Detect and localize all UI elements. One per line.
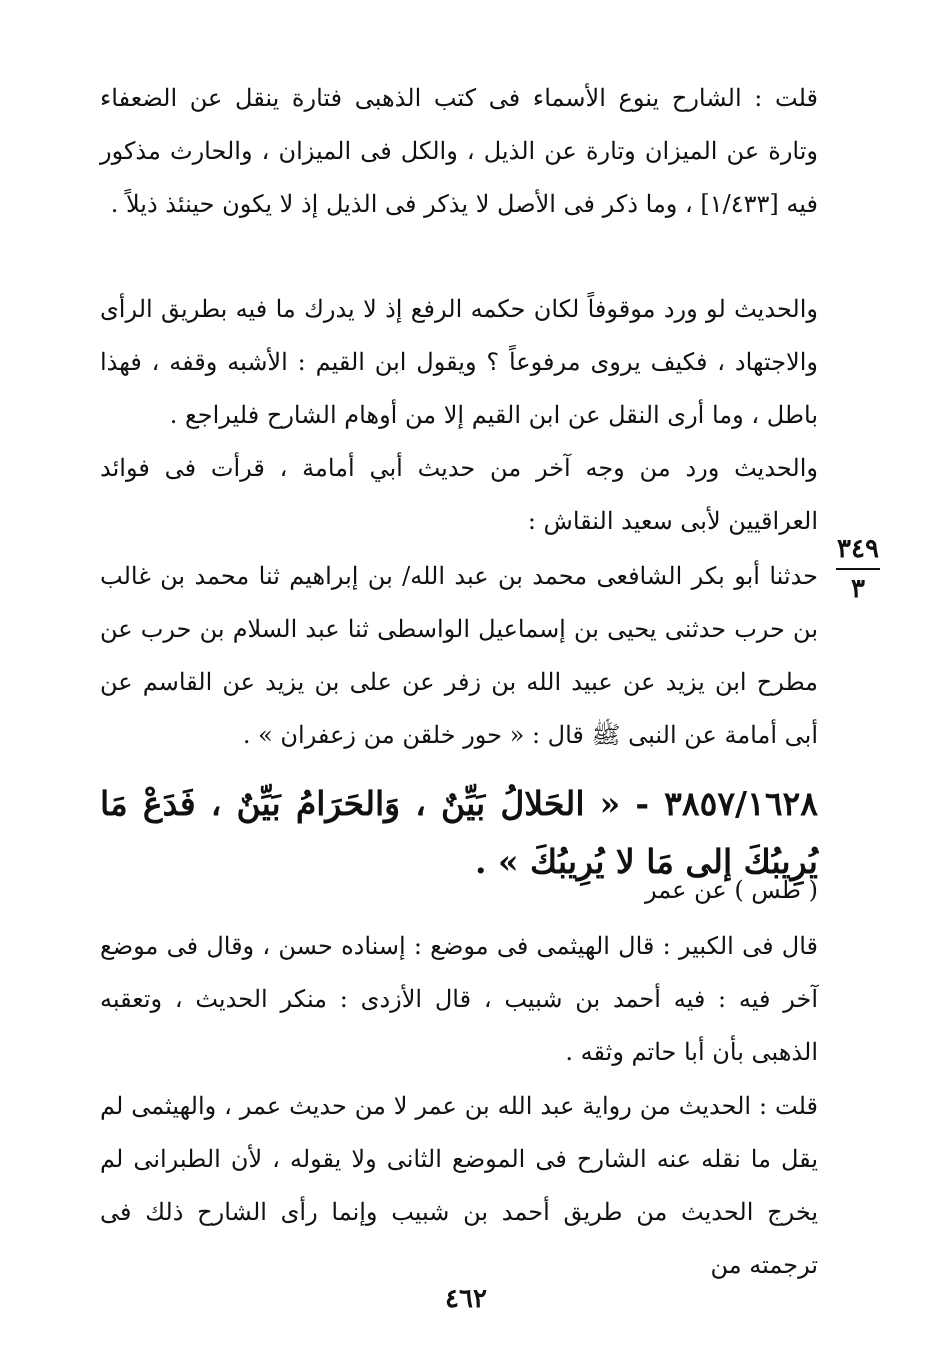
margin-reference-divider xyxy=(836,568,880,570)
hadith-text: ٣٨٥٧/١٦٢٨ - « الحَلالُ بَيِّنٌ ، وَالحَرَامُ بَيِّنٌ ، فَدَعْ مَا يُرِيبُكَ إلى مَا لا يُرِيبُكَ » . xyxy=(100,784,818,881)
paragraph-commentary-1: قلت : الشارح ينوع الأسماء فى كتب الذهبى فتارة ينقل عن الضعفاء وتارة عن الميزان وتارة عن الذيل ، والكل فى الميزان ، والحارث مذكور فيه [١/٤٣٣] ، وما ذكر فى الأصل لا يذكر فى الذيل إذ لا يكون حينئذ ذيلاً . xyxy=(100,84,818,218)
margin-reference-bottom: ٣ xyxy=(851,574,865,604)
paragraph-commentary-3: والحديث ورد من وجه آخر من حديث أبي أمامة ، قرأت فى فوائد العراقيين لأبى سعيد النقاش : xyxy=(100,454,818,535)
margin-reference-top: ٣٤٩ xyxy=(837,534,879,564)
paragraph-commentary-5: قلت : الحديث من رواية عبد الله بن عمر لا من حديث عمر ، والهيثمى لم يقل ما نقله عنه الشارح فى الموضع الثانى ولا يقوله ، لأن الطبرانى لم يخرج الحديث من طريق أحمد بن شبيب وإنما رأى الشارح ذلك فى ترجمته من xyxy=(100,1092,819,1279)
margin-reference xyxy=(828,532,888,606)
paragraph-commentary-4: قال فى الكبير : قال الهيثمى فى موضع : إسناده حسن ، وقال فى موضع آخر فيه : فيه أحمد بن شبيب ، قال الأزدى : منكر الحديث ، وتعقبه الذهبى بأن أبا حاتم وثقه . xyxy=(100,932,818,1066)
paragraph-commentary-2: والحديث لو ورد موقوفاً لكان حكمه الرفع إذ لا يدرك ما فيه بطريق الرأى والاجتهاد ، فكيف يروى مرفوعاً ؟ ويقول ابن القيم : الأشبه وقفه ، فهذا باطل ، وما أرى النقل عن ابن القيم إلا من أوهام الشارح فليراجع . xyxy=(100,295,819,429)
page-number: ٤٦٢ xyxy=(445,1284,487,1314)
hadith-source: ( طس ) عن عمر xyxy=(645,876,818,904)
paragraph-isnad: حدثنا أبو بكر الشافعى محمد بن عبد الله/ بن إبراهيم ثنا محمد بن غالب بن حرب حدثنى يحيى بن إسماعيل الواسطى ثنا عبد السلام بن حرب عن مطرح ابن يزيد عن عبيد الله بن زفر عن على بن يزيد عن القاسم عن أبى أمامة عن النبى ﷺ قال : « حور خلقن من زعفران » . xyxy=(100,562,818,749)
